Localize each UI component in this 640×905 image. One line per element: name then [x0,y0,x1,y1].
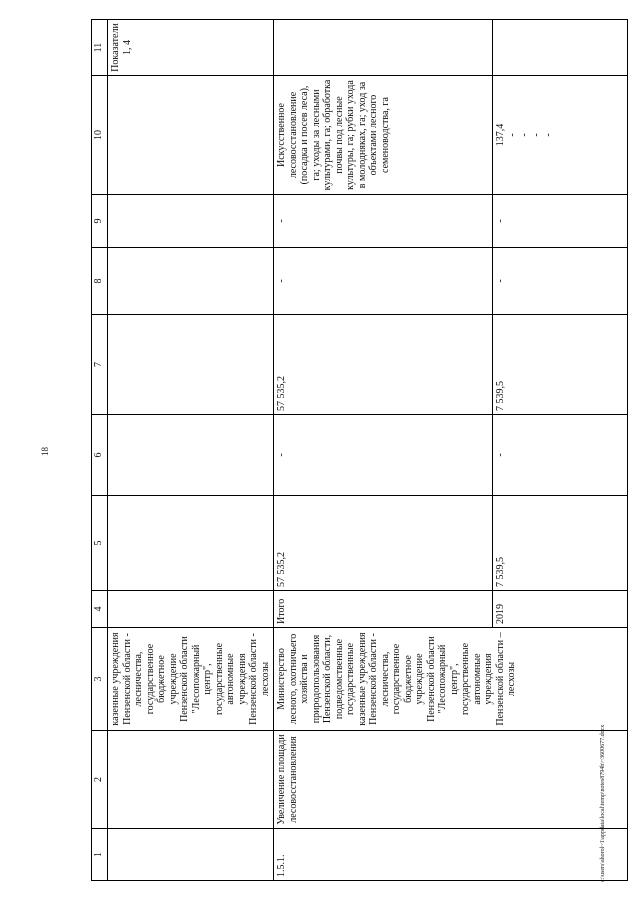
cell [108,496,274,591]
indicator-reference: Показатели 1, 4 [108,20,274,76]
indicator-value: - [519,133,530,137]
cell [274,20,493,76]
year-all-sources: 7 539,5 [493,496,628,591]
cell [108,415,274,496]
total-local: - [274,248,493,315]
year-label: 2019 [493,591,628,628]
total-federal: - [274,415,493,496]
year-other: - [493,195,628,248]
year-regional: 7 539,5 [493,315,628,415]
col-num-1: 1 [92,829,108,881]
footer-file-path: c:\users\ahorol~1\appdata\local\temp\notes8794b\~3600677.docx [600,724,606,882]
total-label: Итого [274,591,493,628]
col-num-10: 10 [92,76,108,195]
col-num-2: 2 [92,731,108,829]
cell [108,76,274,195]
col-num-4: 4 [92,591,108,628]
measure-executor: Министерство лесного, охотничьего хозяйства и природопользования Пензенской области, подведомственные государственные казенные учреждения Пензенской области - лесничества, государственное бюджетное учреждение Пензенской области "Лесопожарный центр", государственные автономные учреждения Пензенской области – лесхозы [274,628,628,731]
measure-name: Увеличение площади лесовосстановления [274,731,628,829]
indicator-value: - [543,133,554,137]
col-num-5: 5 [92,496,108,591]
total-other: - [274,195,493,248]
year-local: - [493,248,628,315]
total-all-sources: 57 535,2 [274,496,493,591]
indicator-values [493,76,628,195]
col-num-11: 11 [92,20,108,76]
cell [108,195,274,248]
indicator-names: Искусственное лесовосстановление (посадка и посев леса), га; уходы за лесными культурами, га; обработка почвы под лесные культуры, га; рубки ухода в молодняках, га; уход за объектами лесного семеноводства, га [274,76,493,195]
col-num-9: 9 [92,195,108,248]
col-num-3: 3 [92,628,108,731]
cell [493,20,628,76]
year-federal: - [493,415,628,496]
col-num-8: 8 [92,248,108,315]
column-number-row [92,20,108,881]
indicator-value: - [531,133,542,137]
cell [108,591,274,628]
continued-row [108,20,274,881]
page-number: 18 [40,447,50,456]
indicator-value: - [507,133,518,137]
cell [108,248,274,315]
program-measures-table [91,19,628,881]
measure-1-5-1-total-row [274,20,493,881]
executor-continued: казенные учреждения Пензенской области - лесничества, государственное бюджетное учреждение Пензенской области "Лесопожарный центр", государственные автономные учреждения Пензенской области - лесхозы [108,628,274,731]
cell [108,829,274,881]
col-num-7: 7 [92,315,108,415]
col-num-6: 6 [92,415,108,496]
indicator-value: 137,4 [495,123,506,147]
measure-number: 1.5.1. [274,829,628,881]
rotated-table-wrapper [91,20,582,881]
total-regional: 57 535,2 [274,315,493,415]
cell [108,731,274,829]
cell [108,315,274,415]
